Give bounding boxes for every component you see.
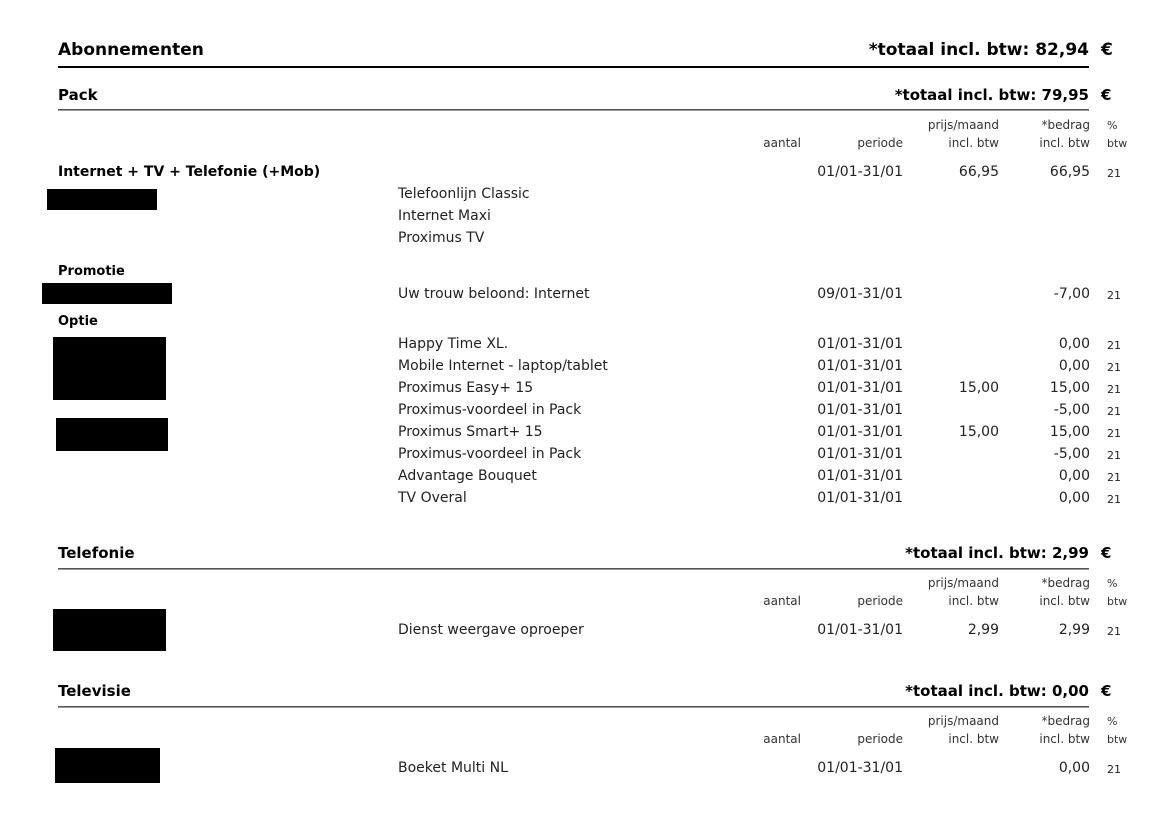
option-bedrag: -5,00 — [1053, 402, 1090, 418]
option-desc: Proximus-voordeel in Pack — [398, 402, 582, 418]
section-total-pack: *totaal incl. btw: 79,95 — [894, 86, 1089, 104]
group-periode: 01/01-31/01 — [817, 164, 903, 180]
option-bedrag: -5,00 — [1053, 446, 1090, 462]
col-btw-1: % — [1107, 119, 1118, 132]
col-prijs-2: incl. btw — [948, 594, 999, 608]
option-periode: 01/01-31/01 — [817, 424, 903, 440]
currency-symbol: € — [1101, 40, 1113, 60]
option-bedrag: 0,00 — [1058, 468, 1090, 484]
promo-desc: Uw trouw beloond: Internet — [398, 286, 590, 302]
col-prijs-1: prijs/maand — [927, 576, 999, 590]
col-aantal: aantal — [763, 136, 801, 150]
promo-periode: 09/01-31/01 — [817, 286, 903, 302]
option-btw: 21 — [1107, 471, 1121, 484]
option-bedrag: 0,00 — [1058, 490, 1090, 506]
promo-bedrag: -7,00 — [1053, 286, 1090, 302]
option-desc: Happy Time XL. — [398, 336, 509, 352]
service-item: Internet Maxi — [398, 208, 491, 224]
col-periode: periode — [857, 732, 903, 746]
option-periode: 01/01-31/01 — [817, 490, 903, 506]
section-rule — [58, 706, 1089, 708]
redacted-block — [47, 189, 157, 210]
group-prijs: 66,95 — [958, 164, 999, 180]
option-periode: 01/01-31/01 — [817, 446, 903, 462]
col-bedrag-2: incl. btw — [1039, 594, 1090, 608]
option-desc: Proximus Easy+ 15 — [398, 380, 534, 396]
promo-label: Promotie — [58, 264, 125, 279]
row-desc: Boeket Multi NL — [398, 760, 508, 776]
row-bedrag: 2,99 — [1058, 622, 1090, 638]
col-bedrag-2: incl. btw — [1039, 136, 1090, 150]
currency-symbol: € — [1101, 544, 1112, 562]
redacted-block — [53, 337, 166, 400]
col-btw-1: % — [1107, 715, 1118, 728]
option-bedrag: 0,00 — [1058, 358, 1090, 374]
col-btw-2: btw — [1107, 595, 1128, 608]
group-title: Internet + TV + Telefonie (+Mob) — [58, 164, 321, 180]
currency-symbol: € — [1101, 682, 1112, 700]
option-desc: Advantage Bouquet — [398, 468, 537, 484]
section-title-pack: Pack — [58, 86, 98, 104]
option-bedrag: 0,00 — [1058, 336, 1090, 352]
col-btw-2: btw — [1107, 137, 1128, 150]
section-rule — [58, 109, 1089, 111]
service-item: Telefoonlijn Classic — [398, 186, 530, 202]
redacted-block — [42, 283, 172, 304]
currency-symbol: € — [1101, 86, 1112, 104]
option-btw: 21 — [1107, 427, 1121, 440]
option-prijs: 15,00 — [958, 380, 999, 396]
option-periode: 01/01-31/01 — [817, 358, 903, 374]
row-bedrag: 0,00 — [1058, 760, 1090, 776]
row-periode: 01/01-31/01 — [817, 622, 903, 638]
col-btw-1: % — [1107, 577, 1118, 590]
option-bedrag: 15,00 — [1049, 380, 1090, 396]
col-aantal: aantal — [763, 732, 801, 746]
option-desc: Proximus-voordeel in Pack — [398, 446, 582, 462]
redacted-block — [53, 609, 166, 651]
group-btw: 21 — [1107, 167, 1121, 180]
service-item: Proximus TV — [398, 230, 485, 246]
row-btw: 21 — [1107, 625, 1121, 638]
option-periode: 01/01-31/01 — [817, 468, 903, 484]
option-btw: 21 — [1107, 493, 1121, 506]
row-prijs: 2,99 — [967, 622, 999, 638]
col-prijs-2: incl. btw — [948, 732, 999, 746]
col-prijs-1: prijs/maand — [927, 118, 999, 132]
option-btw: 21 — [1107, 361, 1121, 374]
col-bedrag-1: *bedrag — [1041, 714, 1090, 728]
col-bedrag-1: *bedrag — [1041, 118, 1090, 132]
row-btw: 21 — [1107, 763, 1121, 776]
col-periode: periode — [857, 136, 903, 150]
option-label: Optie — [58, 314, 98, 329]
option-btw: 21 — [1107, 405, 1121, 418]
col-bedrag-2: incl. btw — [1039, 732, 1090, 746]
row-desc: Dienst weergave oproeper — [398, 622, 584, 638]
col-btw-2: btw — [1107, 733, 1128, 746]
option-btw: 21 — [1107, 339, 1121, 352]
redacted-block — [56, 418, 168, 451]
option-bedrag: 15,00 — [1049, 424, 1090, 440]
col-aantal: aantal — [763, 594, 801, 608]
option-desc: TV Overal — [398, 490, 467, 506]
col-prijs-2: incl. btw — [948, 136, 999, 150]
col-prijs-1: prijs/maand — [927, 714, 999, 728]
option-desc: Proximus Smart+ 15 — [398, 424, 543, 440]
col-periode: periode — [857, 594, 903, 608]
page-title: Abonnementen — [58, 40, 204, 60]
option-btw: 21 — [1107, 383, 1121, 396]
section-title-telefonie: Telefonie — [58, 544, 135, 562]
option-btw: 21 — [1107, 449, 1121, 462]
grand-total: *totaal incl. btw: 82,94 — [868, 40, 1089, 60]
header-rule — [58, 66, 1089, 68]
section-title-televisie: Televisie — [58, 682, 131, 700]
section-total-telefonie: *totaal incl. btw: 2,99 — [905, 544, 1089, 562]
option-desc: Mobile Internet - laptop/tablet — [398, 358, 608, 374]
group-bedrag: 66,95 — [1049, 164, 1090, 180]
option-prijs: 15,00 — [958, 424, 999, 440]
section-total-televisie: *totaal incl. btw: 0,00 — [905, 682, 1089, 700]
redacted-block — [55, 748, 160, 783]
option-periode: 01/01-31/01 — [817, 336, 903, 352]
section-rule — [58, 568, 1089, 570]
col-bedrag-1: *bedrag — [1041, 576, 1090, 590]
option-periode: 01/01-31/01 — [817, 402, 903, 418]
promo-btw: 21 — [1107, 289, 1121, 302]
option-periode: 01/01-31/01 — [817, 380, 903, 396]
row-periode: 01/01-31/01 — [817, 760, 903, 776]
